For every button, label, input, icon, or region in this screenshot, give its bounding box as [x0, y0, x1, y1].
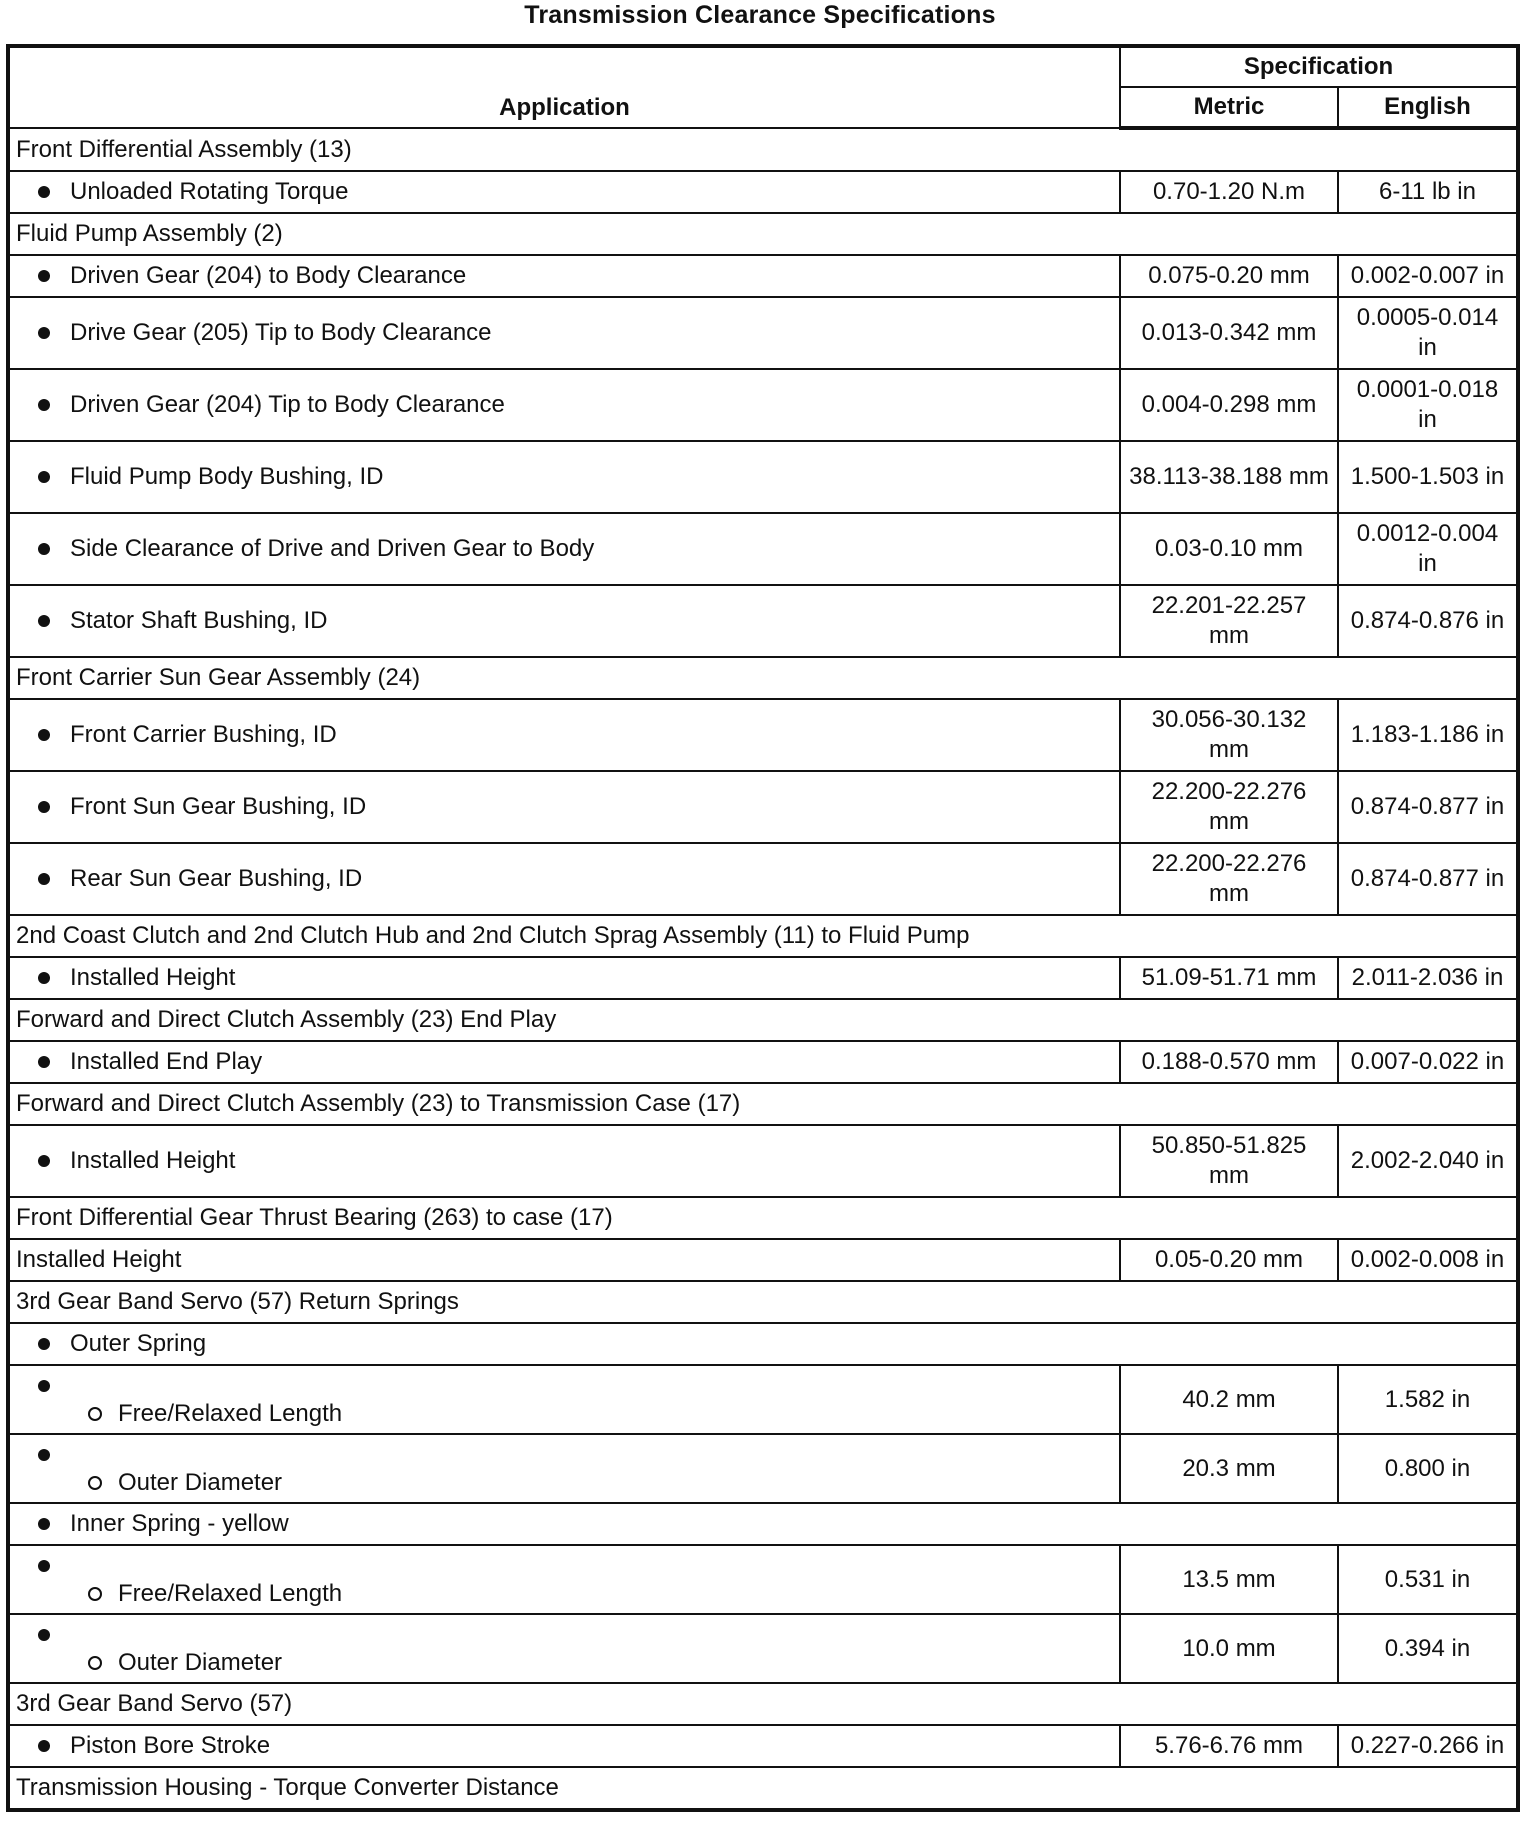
application-label: Stator Shaft Bushing, ID — [70, 607, 328, 634]
metric-value: 5.76-6.76 mm — [1120, 1725, 1338, 1767]
bullet-item — [16, 720, 1113, 750]
metric-value: 10.0 mm — [1120, 1614, 1338, 1683]
english-value: 0.002-0.008 in — [1338, 1239, 1518, 1281]
application-cell — [8, 1041, 1120, 1083]
hollow-circle-icon — [88, 1407, 102, 1421]
english-value: 1.183-1.186 in — [1338, 699, 1518, 771]
group-label: Fluid Pump Assembly (2) — [8, 213, 1518, 255]
application-label: Free/Relaxed Length — [118, 1580, 343, 1607]
table-row — [8, 441, 1518, 513]
bullet-icon — [38, 1740, 50, 1752]
bullet-icon — [38, 270, 50, 282]
application-cell — [8, 1545, 1120, 1614]
english-value: 0.007-0.022 in — [1338, 1041, 1518, 1083]
bullet-icon — [38, 1629, 50, 1641]
table-row — [8, 1239, 1518, 1281]
group-label: Transmission Housing - Torque Converter Distance — [8, 1767, 1518, 1810]
metric-value: 0.013-0.342 mm — [1120, 297, 1338, 369]
metric-value: 22.200-22.276 mm — [1120, 843, 1338, 915]
application-label: Outer Diameter — [118, 1469, 283, 1496]
table-group-row — [8, 1683, 1518, 1725]
hollow-circle-icon — [88, 1587, 102, 1601]
subgroup-cell — [8, 1503, 1518, 1545]
group-label: Forward and Direct Clutch Assembly (23) to Transmission Case (17) — [8, 1083, 1518, 1125]
metric-value: 20.3 mm — [1120, 1434, 1338, 1503]
application-cell — [8, 369, 1120, 441]
application-header: Application — [8, 46, 1120, 128]
hollow-circle-icon — [88, 1656, 102, 1670]
group-label: 3rd Gear Band Servo (57) — [8, 1683, 1518, 1725]
english-value: 0.874-0.877 in — [1338, 843, 1518, 915]
nested-item — [16, 1615, 1113, 1682]
english-value: 0.002-0.007 in — [1338, 255, 1518, 297]
application-label: Unloaded Rotating Torque — [70, 178, 349, 205]
table-group-row — [8, 999, 1518, 1041]
table-group-row — [8, 1083, 1518, 1125]
application-cell — [8, 255, 1120, 297]
application-cell — [8, 1365, 1120, 1434]
bullet-icon — [38, 1518, 50, 1530]
application-cell — [8, 699, 1120, 771]
nested-item — [16, 1546, 1113, 1613]
application-label: Driven Gear (204) Tip to Body Clearance — [70, 391, 505, 418]
metric-value: 0.70-1.20 N.m — [1120, 171, 1338, 213]
english-value: 0.0001-0.018 in — [1338, 369, 1518, 441]
application-cell — [8, 843, 1120, 915]
bullet-item — [16, 1047, 1113, 1077]
english-value: 2.011-2.036 in — [1338, 957, 1518, 999]
metric-value: 0.03-0.10 mm — [1120, 513, 1338, 585]
application-cell — [8, 1725, 1120, 1767]
english-value: 6-11 lb in — [1338, 171, 1518, 213]
table-row — [8, 1365, 1518, 1434]
english-value: 1.500-1.503 in — [1338, 441, 1518, 513]
table-group-row — [8, 213, 1518, 255]
metric-header: Metric — [1120, 87, 1338, 128]
bullet-icon — [38, 399, 50, 411]
metric-value: 0.075-0.20 mm — [1120, 255, 1338, 297]
bullet-item — [16, 1146, 1113, 1176]
spec-table-container — [6, 44, 1516, 1812]
application-label: Drive Gear (205) Tip to Body Clearance — [70, 319, 492, 346]
table-row — [8, 369, 1518, 441]
application-label: Installed Height — [70, 1147, 236, 1174]
hollow-circle-icon — [88, 1476, 102, 1490]
metric-value: 0.188-0.570 mm — [1120, 1041, 1338, 1083]
english-header: English — [1338, 87, 1518, 128]
table-row — [8, 771, 1518, 843]
english-value: 0.0005-0.014 in — [1338, 297, 1518, 369]
bullet-item — [16, 261, 1113, 291]
subgroup-label: Inner Spring - yellow — [70, 1510, 289, 1537]
metric-value: 0.05-0.20 mm — [1120, 1239, 1338, 1281]
table-group-row — [8, 915, 1518, 957]
application-label: Outer Diameter — [118, 1649, 283, 1676]
table-row — [8, 843, 1518, 915]
application-label: Installed Height — [8, 1239, 1120, 1281]
application-cell — [8, 513, 1120, 585]
application-cell — [8, 297, 1120, 369]
bullet-item — [16, 462, 1113, 492]
group-label: 2nd Coast Clutch and 2nd Clutch Hub and 2nd Clutch Sprag Assembly (11) to Fluid Pump — [8, 915, 1518, 957]
application-label: Piston Bore Stroke — [70, 1732, 271, 1759]
sub-bullet-item — [88, 1468, 282, 1498]
table-row — [8, 699, 1518, 771]
subgroup-cell — [8, 1323, 1518, 1365]
group-label: Front Carrier Sun Gear Assembly (24) — [8, 657, 1518, 699]
english-value: 0.874-0.876 in — [1338, 585, 1518, 657]
bullet-icon — [38, 873, 50, 885]
subgroup-label: Outer Spring — [70, 1330, 207, 1357]
table-group-row — [8, 1197, 1518, 1239]
table-header — [8, 46, 1518, 128]
bullet-icon — [38, 543, 50, 555]
bullet-icon — [38, 1155, 50, 1167]
application-cell — [8, 1614, 1120, 1683]
bullet-icon — [38, 186, 50, 198]
metric-value: 50.850-51.825 mm — [1120, 1125, 1338, 1197]
metric-value: 51.09-51.71 mm — [1120, 957, 1338, 999]
table-row — [8, 1434, 1518, 1503]
bullet-item — [16, 963, 1113, 993]
table-row — [8, 1041, 1518, 1083]
application-cell — [8, 1434, 1120, 1503]
sub-bullet-item — [88, 1399, 342, 1429]
bullet-item — [16, 177, 1113, 207]
group-label: Front Differential Gear Thrust Bearing (263) to case (17) — [8, 1197, 1518, 1239]
table-row — [8, 297, 1518, 369]
english-value: 0.394 in — [1338, 1614, 1518, 1683]
application-cell — [8, 171, 1120, 213]
nested-item — [16, 1366, 1113, 1433]
english-value: 0.874-0.877 in — [1338, 771, 1518, 843]
bullet-icon — [38, 1380, 50, 1392]
bullet-item — [16, 318, 1113, 348]
table-subgroup-row — [8, 1323, 1518, 1365]
application-cell — [8, 1125, 1120, 1197]
bullet-item — [16, 1731, 1113, 1761]
table-row — [8, 957, 1518, 999]
bullet-icon — [38, 801, 50, 813]
table-group-row — [8, 128, 1518, 171]
metric-value: 40.2 mm — [1120, 1365, 1338, 1434]
bullet-icon — [38, 471, 50, 483]
page-title: Transmission Clearance Specifications — [524, 1, 996, 29]
bullet-icon — [38, 1056, 50, 1068]
application-label: Free/Relaxed Length — [118, 1400, 343, 1427]
bullet-icon — [38, 1449, 50, 1461]
application-label: Installed Height — [70, 964, 236, 991]
table-group-row — [8, 1767, 1518, 1810]
table-subgroup-row — [8, 1503, 1518, 1545]
sub-bullet-item — [88, 1579, 342, 1609]
metric-value: 22.200-22.276 mm — [1120, 771, 1338, 843]
application-label: Installed End Play — [70, 1048, 263, 1075]
application-cell — [8, 771, 1120, 843]
application-label: Side Clearance of Drive and Driven Gear to Body — [70, 535, 595, 562]
sub-bullet-item — [88, 1648, 282, 1678]
metric-value: 30.056-30.132 mm — [1120, 699, 1338, 771]
application-cell — [8, 957, 1120, 999]
table-body — [8, 128, 1518, 1810]
bullet-item — [16, 1509, 1510, 1539]
metric-value: 22.201-22.257 mm — [1120, 585, 1338, 657]
bullet-item — [16, 864, 1113, 894]
table-group-row — [8, 1281, 1518, 1323]
table-row — [8, 1614, 1518, 1683]
bullet-item — [16, 606, 1113, 636]
bullet-item — [16, 792, 1113, 822]
nested-item — [16, 1435, 1113, 1502]
application-cell — [8, 585, 1120, 657]
application-label: Fluid Pump Body Bushing, ID — [70, 463, 384, 490]
application-label: Driven Gear (204) to Body Clearance — [70, 262, 467, 289]
english-value: 2.002-2.040 in — [1338, 1125, 1518, 1197]
table-row — [8, 171, 1518, 213]
application-label: Rear Sun Gear Bushing, ID — [70, 865, 363, 892]
bullet-item — [16, 390, 1113, 420]
spec-table — [6, 44, 1520, 1812]
table-row — [8, 255, 1518, 297]
table-group-row — [8, 657, 1518, 699]
bullet-item — [16, 1329, 1510, 1359]
table-row — [8, 513, 1518, 585]
bullet-icon — [38, 1338, 50, 1350]
bullet-icon — [38, 327, 50, 339]
metric-value: 13.5 mm — [1120, 1545, 1338, 1614]
group-label: Front Differential Assembly (13) — [8, 128, 1518, 171]
table-row — [8, 1545, 1518, 1614]
bullet-icon — [38, 615, 50, 627]
application-label: Front Sun Gear Bushing, ID — [70, 793, 367, 820]
group-label: 3rd Gear Band Servo (57) Return Springs — [8, 1281, 1518, 1323]
english-value: 0.800 in — [1338, 1434, 1518, 1503]
table-row — [8, 1725, 1518, 1767]
metric-value: 38.113-38.188 mm — [1120, 441, 1338, 513]
bullet-item — [16, 534, 1113, 564]
english-value: 1.582 in — [1338, 1365, 1518, 1434]
bullet-icon — [38, 1560, 50, 1572]
application-cell — [8, 441, 1120, 513]
english-value: 0.0012-0.004 in — [1338, 513, 1518, 585]
table-row — [8, 1125, 1518, 1197]
group-label: Forward and Direct Clutch Assembly (23) End Play — [8, 999, 1518, 1041]
bullet-icon — [38, 729, 50, 741]
english-value: 0.227-0.266 in — [1338, 1725, 1518, 1767]
metric-value: 0.004-0.298 mm — [1120, 369, 1338, 441]
specification-header: Specification — [1120, 46, 1518, 87]
table-row — [8, 585, 1518, 657]
application-label: Front Carrier Bushing, ID — [70, 721, 337, 748]
bullet-icon — [38, 972, 50, 984]
english-value: 0.531 in — [1338, 1545, 1518, 1614]
